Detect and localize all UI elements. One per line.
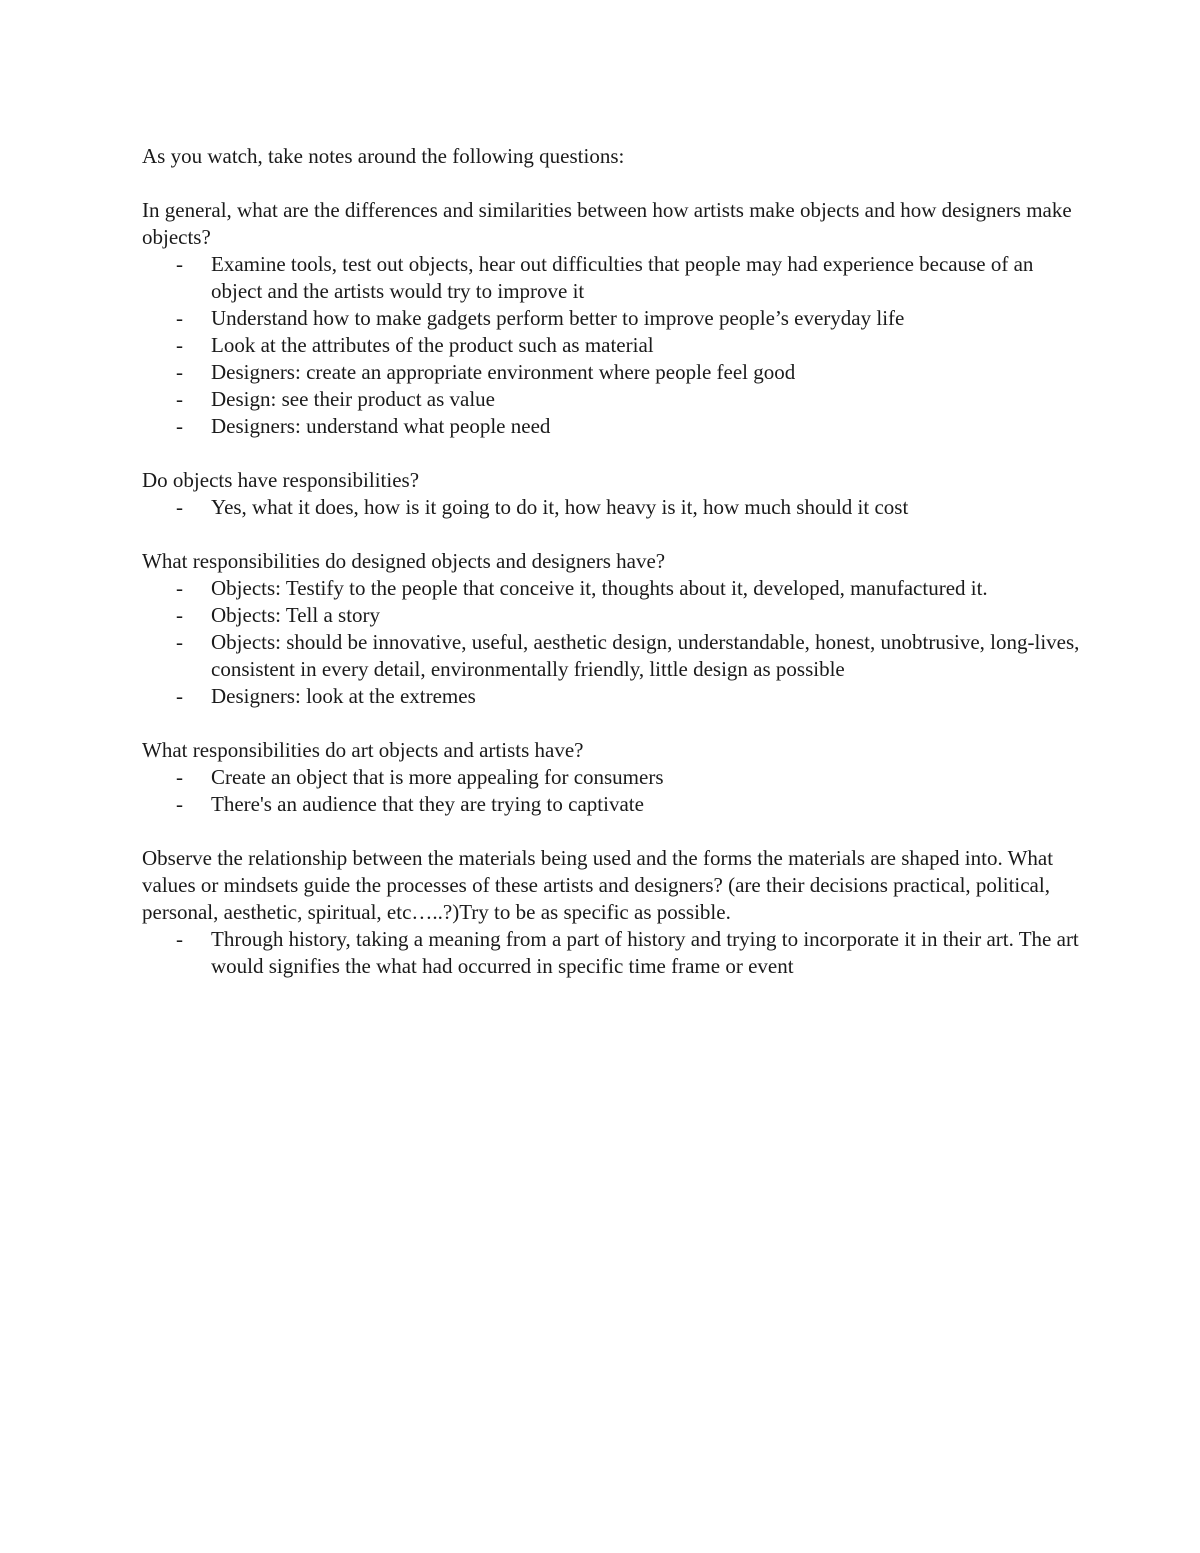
- question-section-4: [142, 737, 1082, 818]
- answer-item: - Objects: Testify to the people that conceive it, thoughts about it, developed, manufactured it.: [176, 576, 988, 600]
- bullet-dash: -: [176, 333, 183, 357]
- question-text: In general, what are the differences and similarities between how artists make objects and how designers make objects?: [142, 198, 1072, 249]
- bullet-dash: -: [176, 630, 183, 654]
- answer-item: - Look at the attributes of the product such as material: [176, 333, 654, 357]
- question-section-3: [142, 548, 1082, 710]
- bullet-dash: -: [176, 495, 183, 519]
- answer-list: [142, 251, 1082, 440]
- answer-item: - Design: see their product as value: [176, 387, 495, 411]
- question-section-1: [142, 197, 1082, 440]
- answer-list: [142, 494, 1082, 521]
- question-section-2: [142, 467, 1082, 521]
- bullet-dash: -: [176, 252, 183, 276]
- answer-item: - Examine tools, test out objects, hear out difficulties that people may had experience because of an object and the artists would try to improve it: [176, 252, 1034, 303]
- intro-text: As you watch, take notes around the following questions:: [142, 144, 625, 168]
- answer-item: - Objects: Tell a story: [176, 603, 381, 627]
- answer-item: - Create an object that is more appealing for consumers: [176, 765, 664, 789]
- bullet-dash: -: [176, 576, 183, 600]
- answer-item: - Objects: should be innovative, useful, aesthetic design, understandable, honest, unobtrusive, long-lives, consistent in every detail, environmentally friendly, little design as possible: [176, 630, 1080, 681]
- bullet-dash: -: [176, 765, 183, 789]
- answer-list: [142, 764, 1082, 818]
- bullet-dash: -: [176, 387, 183, 411]
- answer-item: - Designers: create an appropriate environment where people feel good: [176, 360, 796, 384]
- bullet-dash: -: [176, 414, 183, 438]
- answer-item: - Designers: look at the extremes: [176, 684, 476, 708]
- bullet-dash: -: [176, 792, 183, 816]
- document-body: [142, 143, 1082, 980]
- answer-item: - There's an audience that they are trying to captivate: [176, 792, 644, 816]
- bullet-dash: -: [176, 927, 183, 951]
- question-text: What responsibilities do art objects and artists have?: [142, 738, 584, 762]
- answer-item: - Yes, what it does, how is it going to do it, how heavy is it, how much should it cost: [176, 495, 909, 519]
- bullet-dash: -: [176, 603, 183, 627]
- answer-item: - Designers: understand what people need: [176, 414, 551, 438]
- answer-list: [142, 926, 1082, 980]
- answer-list: [142, 575, 1082, 710]
- question-section-5: [142, 845, 1082, 980]
- question-text: Observe the relationship between the materials being used and the forms the materials are shaped into. What values or mindsets guide the processes of these artists and designers? (are their decisions practical, political, personal, aesthetic, spiritual, etc…..?)Try to be as specific as possible.: [142, 846, 1054, 924]
- answer-item: - Understand how to make gadgets perform better to improve people’s everyday life: [176, 306, 905, 330]
- bullet-dash: -: [176, 684, 183, 708]
- answer-item: - Through history, taking a meaning from a part of history and trying to incorporate it in their art. The art would signifies the what had occurred in specific time frame or event: [176, 927, 1079, 978]
- bullet-dash: -: [176, 360, 183, 384]
- bullet-dash: -: [176, 306, 183, 330]
- question-text: Do objects have responsibilities?: [142, 468, 420, 492]
- question-text: What responsibilities do designed objects and designers have?: [142, 549, 666, 573]
